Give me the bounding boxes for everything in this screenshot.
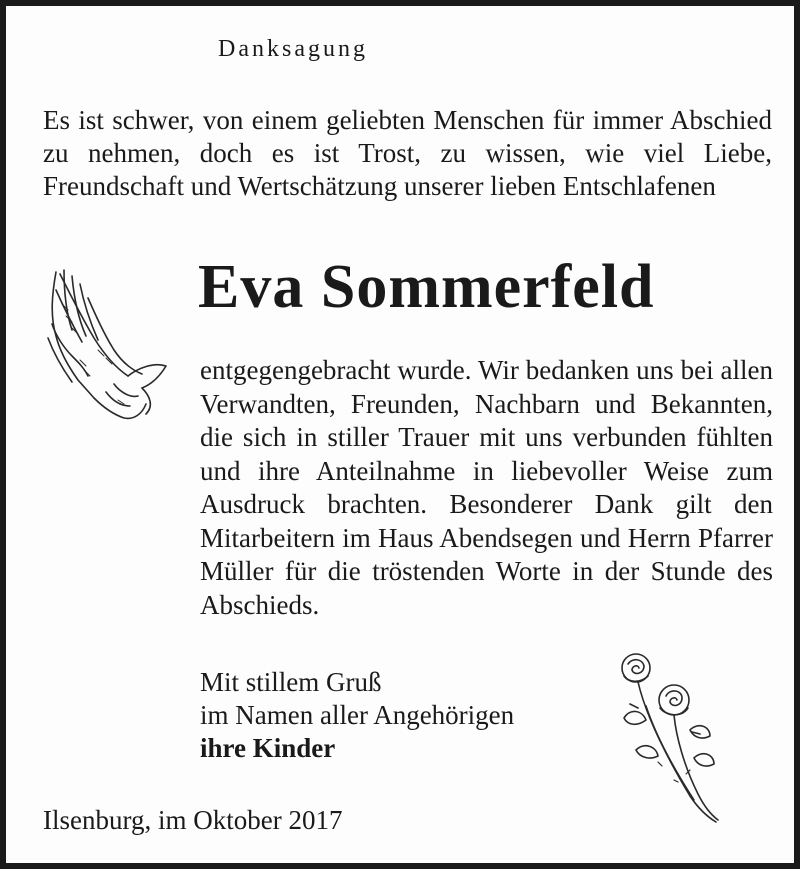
closing-on-behalf: im Namen aller Angehörigen xyxy=(200,700,515,730)
closing-greeting: Mit stillem Gruß xyxy=(200,667,382,697)
intro-text: Es ist schwer, von einem geliebten Menschen für immer Abschied zu nehmen, doch es ist Trost, zu wissen, wie viel Liebe, Freundschaft und Wertschätzung unserer lieben Entschlafenen xyxy=(43,105,772,201)
body-text: entgegengebracht wurde. Wir bedanken uns bei allen Verwandten, Freunden, Nachbarn und Bekannten, die sich in stiller Trauer mit uns verbunden fühlten und ihre Anteilnahme in liebevoller Weise zum Ausdruck brachten. Besonderer Dank gilt den Mitarbeitern im Haus Abendsegen und Herrn Pfarrer Müller für die tröstenden Worte in der Stunde des Abschieds. xyxy=(200,355,773,620)
roses-icon xyxy=(606,646,736,824)
praying-hands-icon xyxy=(42,264,178,424)
deceased-name: Eva Sommerfeld xyxy=(198,253,655,321)
place-date: Ilsenburg, im Oktober 2017 xyxy=(43,805,343,835)
closing-block xyxy=(200,666,514,765)
closing-signature: ihre Kinder xyxy=(200,733,336,763)
notice-heading: Danksagung xyxy=(218,36,368,62)
